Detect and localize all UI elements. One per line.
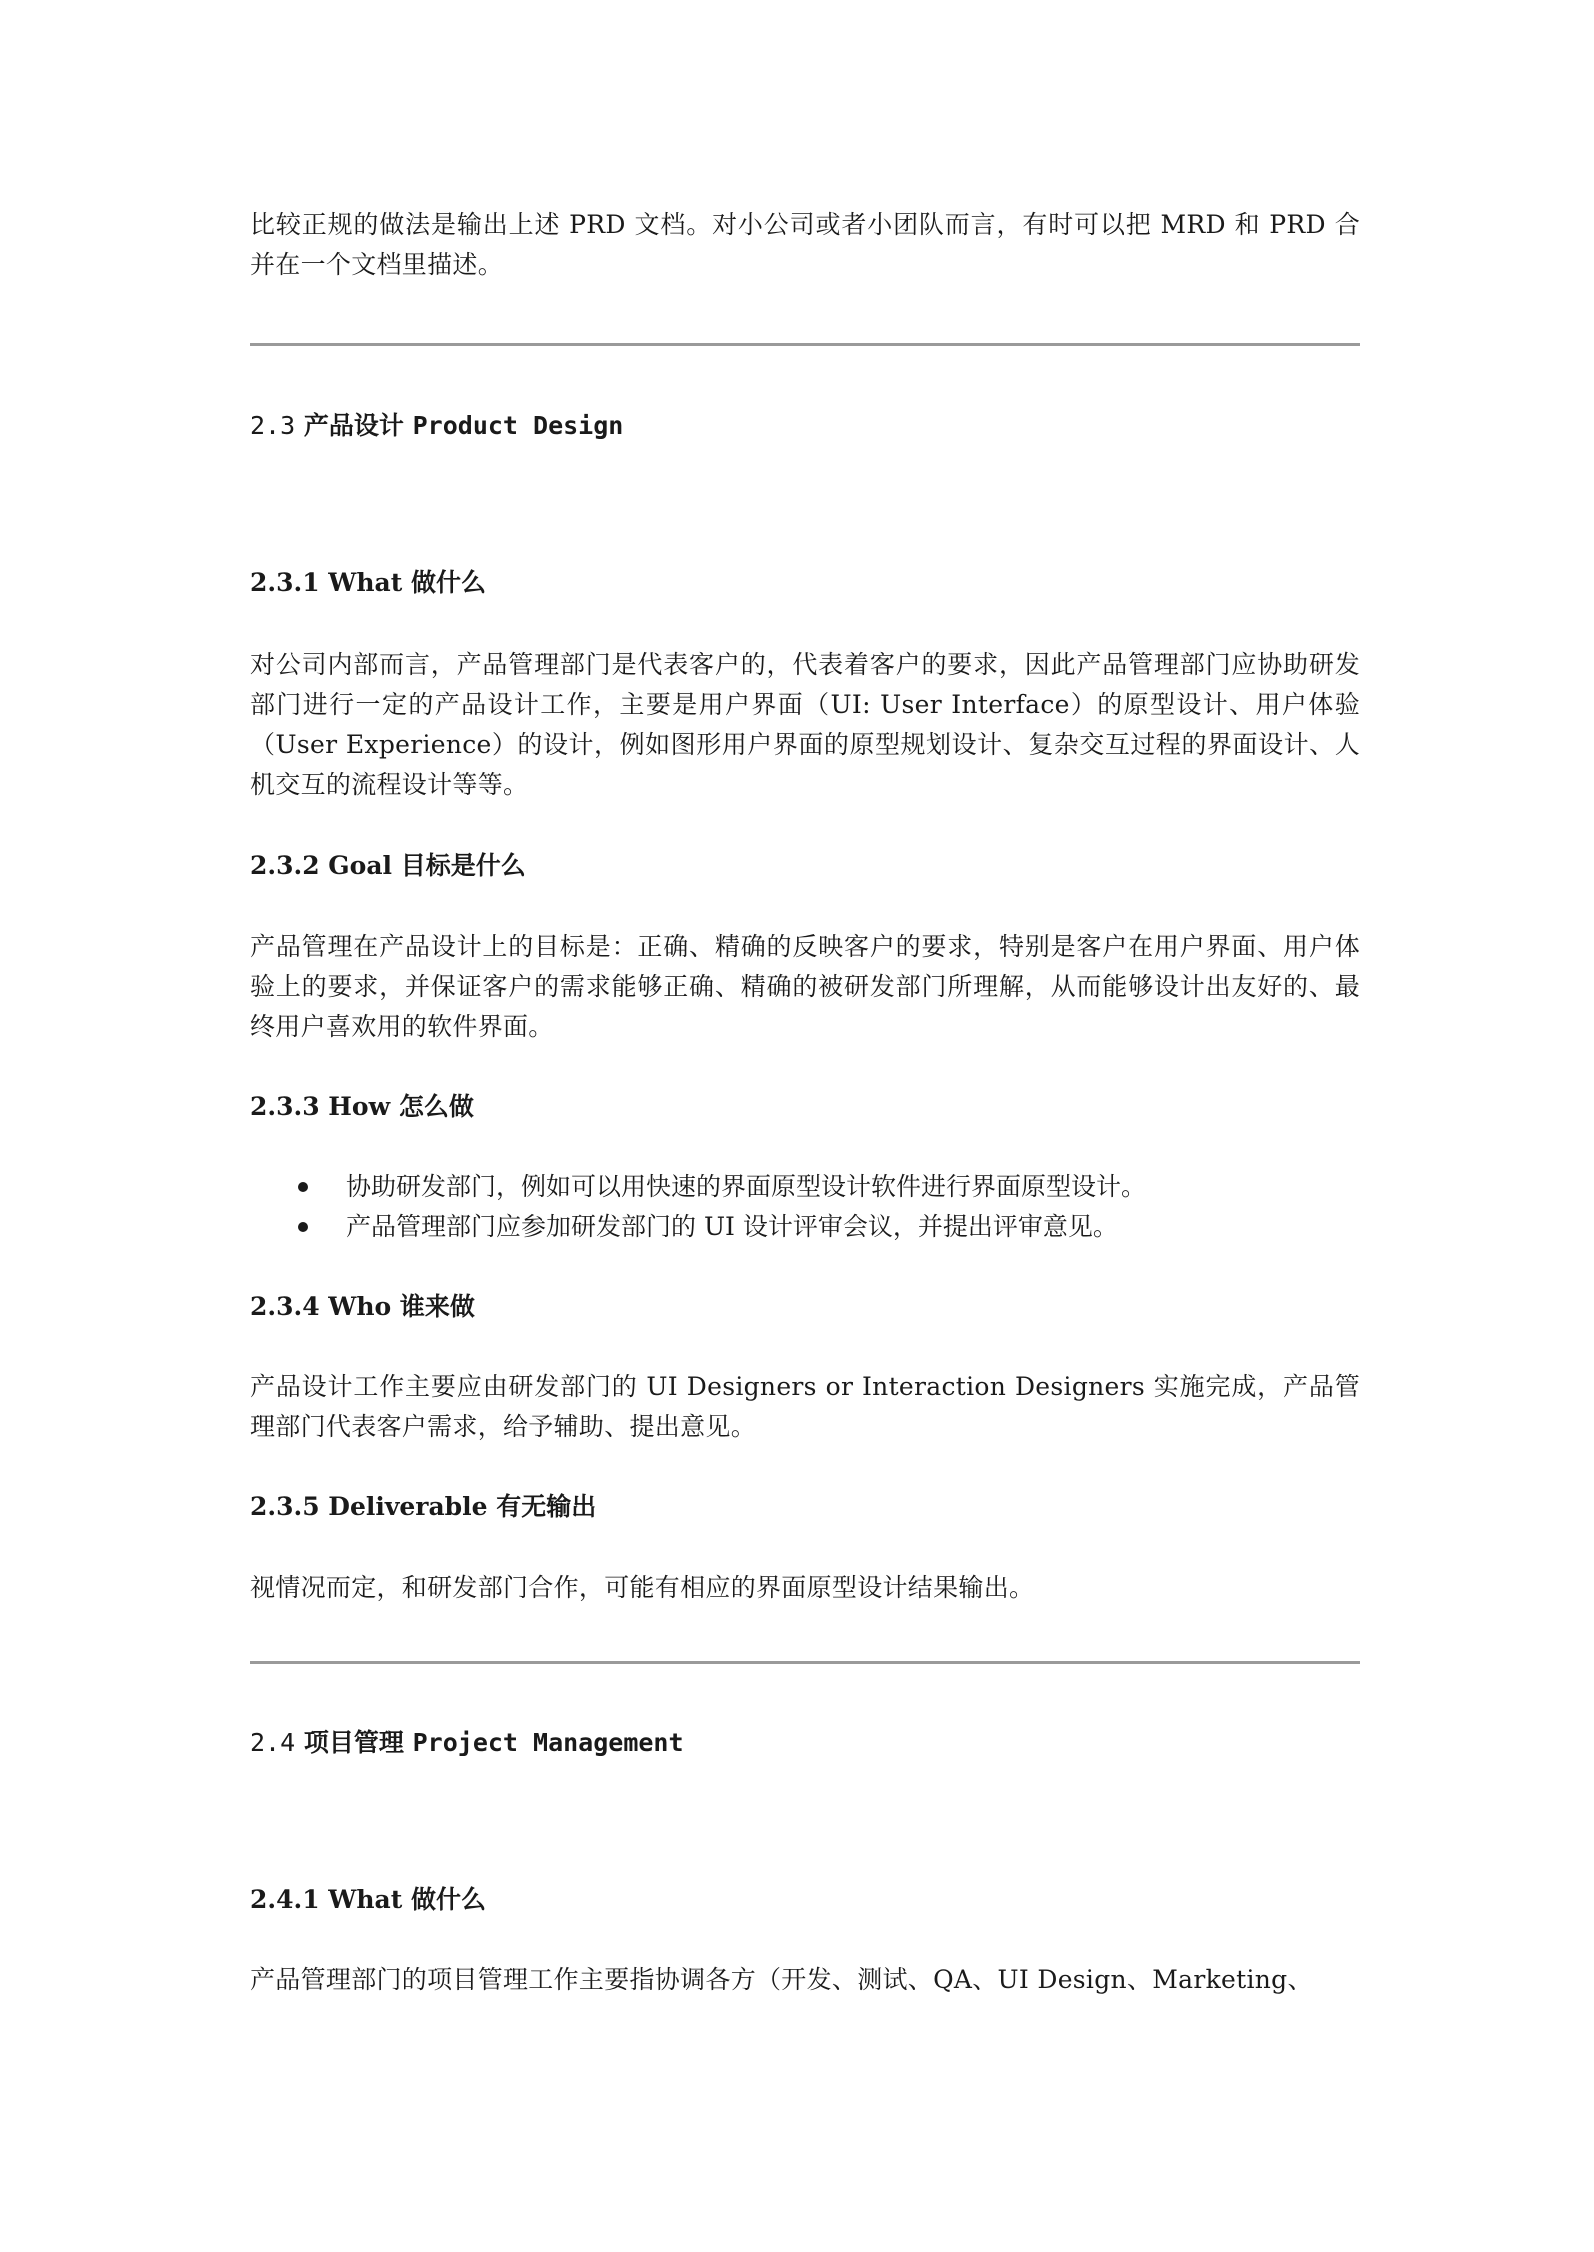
- subheading-2-3-4: 2.3.4 Who 谁来做: [250, 1292, 475, 1321]
- intro-paragraph: 比较正规的做法是输出上述 PRD 文档。对小公司或者小团队而言，有时可以把 MRD 和 PRD 合并在一个文档里描述。: [250, 210, 1360, 279]
- paragraph-2-3-4: 产品设计工作主要应由研发部门的 UI Designers or Interaction Designers 实施完成，产品管理部门代表客户需求，给予辅助、提出意见。: [250, 1372, 1360, 1441]
- document-page: [250, 0, 1360, 2252]
- section-heading-2-3: [250, 406, 623, 446]
- section-divider: [250, 343, 1360, 346]
- section-title-en: Product Design: [412, 411, 624, 440]
- paragraph-2-3-1: 对公司内部而言，产品管理部门是代表客户的，代表着客户的要求，因此产品管理部门应协助研发部门进行一定的产品设计工作，主要是用户界面（UI: User Interface）的原型设计、用户体验（User Experience）的设计，例如图形用户界面的原型规划设计、复杂交互过程的界面设计、人机交互的流程设计等等。: [250, 650, 1360, 799]
- section-number: 2.3: [250, 411, 296, 440]
- paragraph-2-3-2: 产品管理在产品设计上的目标是：正确、精确的反映客户的要求，特别是客户在用户界面、用户体验上的要求，并保证客户的需求能够正确、精确的被研发部门所理解，从而能够设计出友好的、最终用户喜欢用的软件界面。: [250, 932, 1360, 1041]
- subheading-2-3-1: 2.3.1 What 做什么: [250, 568, 486, 597]
- list-item: [250, 1167, 1360, 1207]
- subheading-2-4-1: 2.4.1 What 做什么: [250, 1885, 486, 1914]
- section-heading-2-4: [250, 1723, 684, 1763]
- list-item-text: 协助研发部门，例如可以用快速的界面原型设计软件进行界面原型设计。: [346, 1172, 1147, 1201]
- subheading-2-3-2: 2.3.2 Goal 目标是什么: [250, 851, 526, 880]
- list-item-text: 产品管理部门应参加研发部门的 UI 设计评审会议，并提出评审意见。: [346, 1212, 1118, 1241]
- section-title-cn: 产品设计: [303, 411, 404, 440]
- section-number: 2.4: [250, 1728, 296, 1757]
- how-list: [250, 1167, 1360, 1247]
- paragraph-2-3-5: 视情况而定，和研发部门合作，可能有相应的界面原型设计结果输出。: [250, 1573, 1035, 1602]
- section-title-cn: 项目管理: [303, 1728, 404, 1757]
- subheading-2-3-3: 2.3.3 How 怎么做: [250, 1092, 474, 1121]
- bullet-icon: [298, 1182, 308, 1192]
- subheading-2-3-5: 2.3.5 Deliverable 有无输出: [250, 1492, 597, 1521]
- section-divider: [250, 1661, 1360, 1664]
- list-item: [250, 1207, 1360, 1247]
- section-title-en: Project Management: [412, 1728, 684, 1757]
- bullet-icon: [298, 1222, 308, 1232]
- paragraph-2-4-1: 产品管理部门的项目管理工作主要指协调各方（开发、测试、QA、UI Design、Marketing、: [250, 1965, 1313, 1994]
